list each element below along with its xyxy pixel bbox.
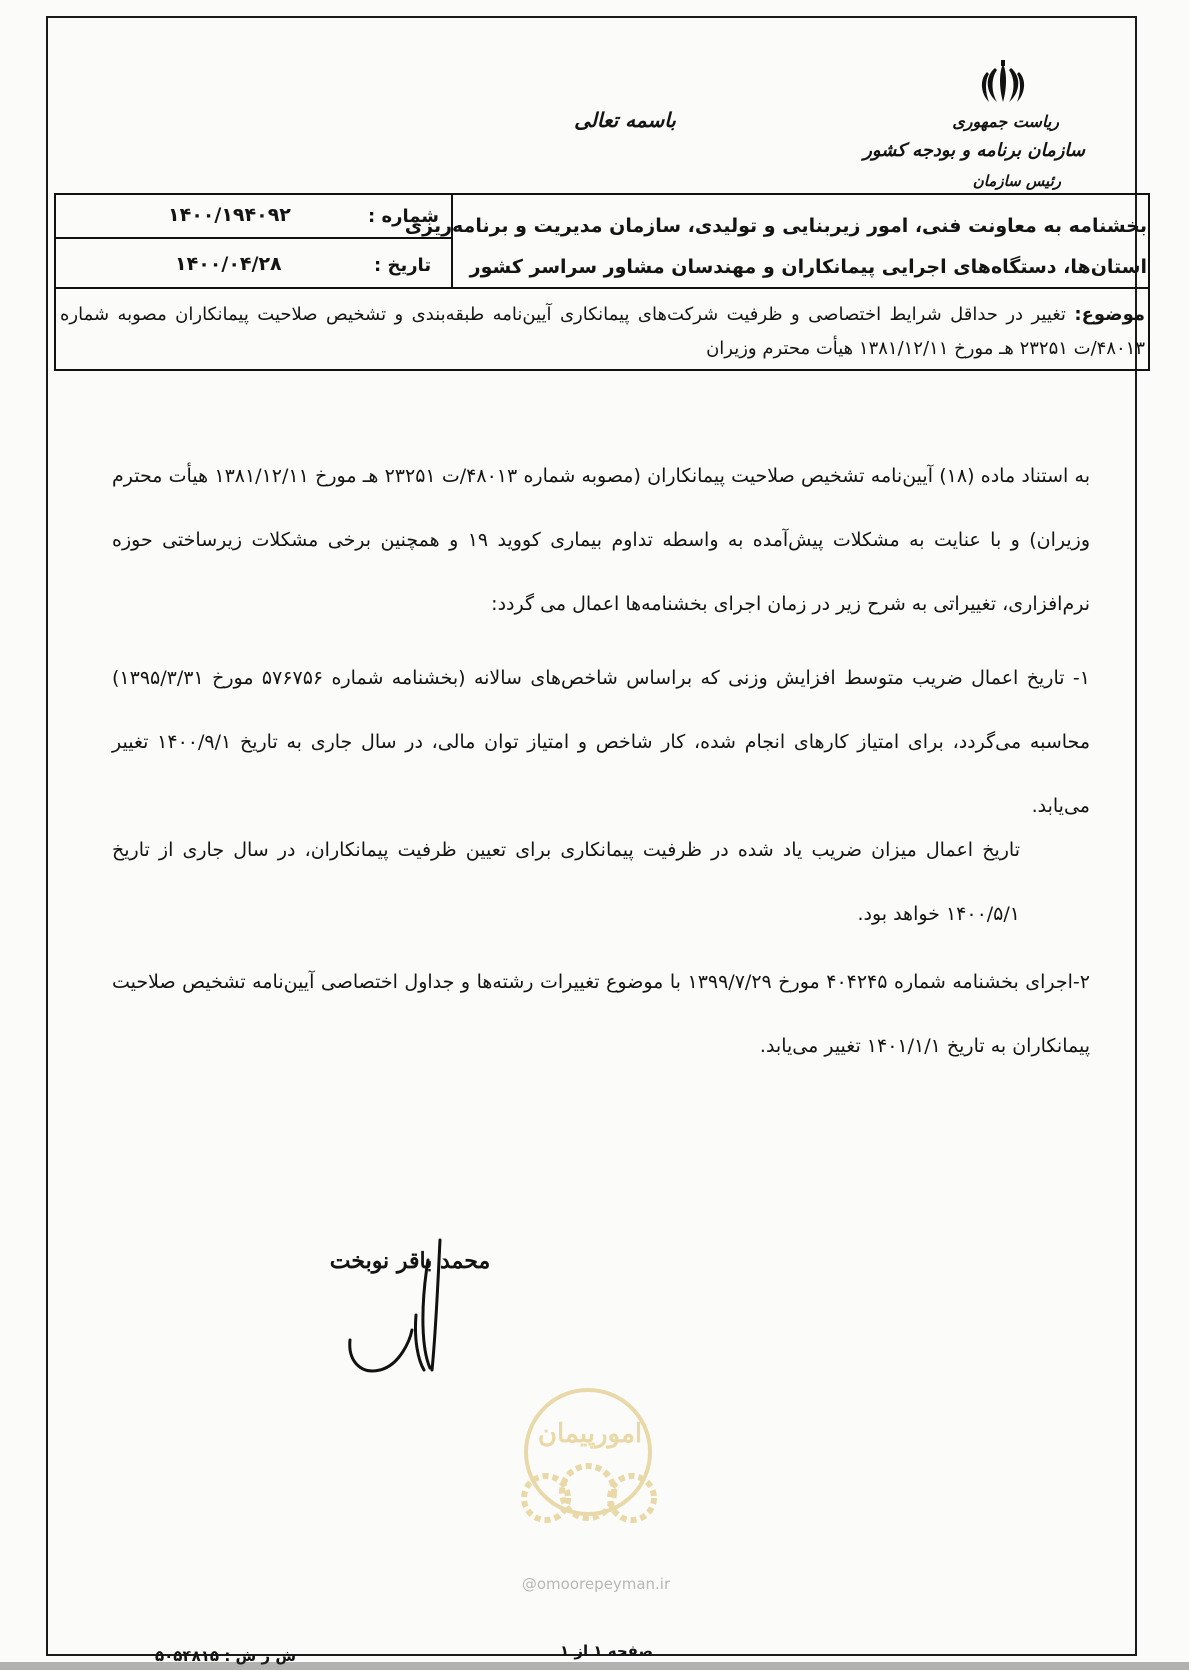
addressee-line-2: استان‌ها، دستگاه‌های اجرایی پیمانکاران و مهندسان مشاور سراسر کشور [469, 256, 1147, 278]
number-value: ۱۴۰۰/۱۹۴۰۹۲ [168, 204, 291, 226]
watermark-seal-icon [508, 1380, 668, 1550]
document-code: ش ر ش : ۵۰۵۴۸۱۵ [155, 1647, 297, 1665]
body-item-1: ۱- تاریخ اعمال ضریب متوسط افزایش وزنی که براساس شاخص‌های سالانه (بخشنامه شماره ۵۷۶۷۵۶ مورخ ۱۳۹۵/۳/۳۱) محاسبه می‌گردد، برای امتیاز کارهای انجام شده، کار شاخص و امتیاز توان مالی، در سال جاری به تاریخ ۱۴۰۰/۹/۱ تغییر می‌یابد. [112, 667, 1090, 817]
scan-bottom-edge [0, 1662, 1189, 1670]
iran-emblem-icon [975, 58, 1031, 108]
bismillah-heading: باسمه تعالی [574, 108, 676, 132]
date-label: تاریخ : [374, 255, 432, 276]
subject-text: تغییر در حداقل شرایط اختصاصی و ظرفیت شرکت‌های پیمانکاری آیین‌نامه طبقه‌بندی و تشخیص صلاحیت پیمانکاران مصوبه شماره ۴۸۰۱۳/ت ۲۳۲۵۱ هـ مورخ ۱۳۸۱/۱۲/۱۱ هیأت محترم وزیران [60, 304, 1145, 359]
subject-block [60, 298, 1145, 366]
header-divider-vertical [451, 193, 453, 289]
body-intro-paragraph: به استناد ماده (۱۸) آیین‌نامه تشخیص صلاحیت پیمانکاران (مصوبه شماره ۴۸۰۱۳/ت ۲۳۲۵۱ هـ مورخ ۱۳۸۱/۱۲/۱۱ هیأت محترم وزیران) و با عنایت به مشکلات پیش‌آمده به واسطه تداوم بیماری کووید ۱۹ و همچنین برخی مشکلات زیرساختی حوزه نرم‌افزاری، تغییراتی به شرح زیر در زمان اجرای بخشنامه‌ها اعمال می گردد: [112, 465, 1091, 615]
signatory-name: محمد باقر نوبخت [329, 1248, 491, 1274]
page-number: صفحه ۱ از ۱ [560, 1642, 653, 1660]
org-line-head: رئیس سازمان [972, 172, 1061, 190]
subject-label: موضوع: [1074, 304, 1145, 325]
date-value: ۱۴۰۰/۰۴/۲۸ [175, 253, 282, 275]
watermark-url: @omoorepeyman.ir [521, 1575, 671, 1593]
org-line-organization: سازمان برنامه و بودجه کشور [863, 140, 1085, 161]
addressee-line-1: بخشنامه به معاونت فنی، امور زیربنایی و تولیدی، سازمان مدیریت و برنامه‌ریزی [404, 215, 1147, 237]
header-divider-subject [54, 287, 1150, 289]
handwritten-signature [320, 1220, 490, 1390]
body-item-2: ۲-اجرای بخشنامه شماره ۴۰۴۲۴۵ مورخ ۱۳۹۹/۷/۲۹ با موضوع تغییرات رشته‌ها و جداول اختصاصی آیین‌نامه تشخیص صلاحیت پیمانکاران به تاریخ ۱۴۰۱/۱/۱ تغییر می‌یابد. [112, 971, 1090, 1057]
header-divider-meta [54, 237, 452, 239]
number-label: شماره : [368, 206, 439, 227]
org-line-presidency: ریاست جمهوری [952, 112, 1059, 131]
seal-text: امورپیمان [537, 1419, 643, 1449]
body-item-1-continuation: تاریخ اعمال میزان ضریب یاد شده در ظرفیت پیمانکاری برای تعیین ظرفیت پیمانکاران، در سال جاری از تاریخ ۱۴۰۰/۵/۱ خواهد بود. [112, 839, 1020, 925]
